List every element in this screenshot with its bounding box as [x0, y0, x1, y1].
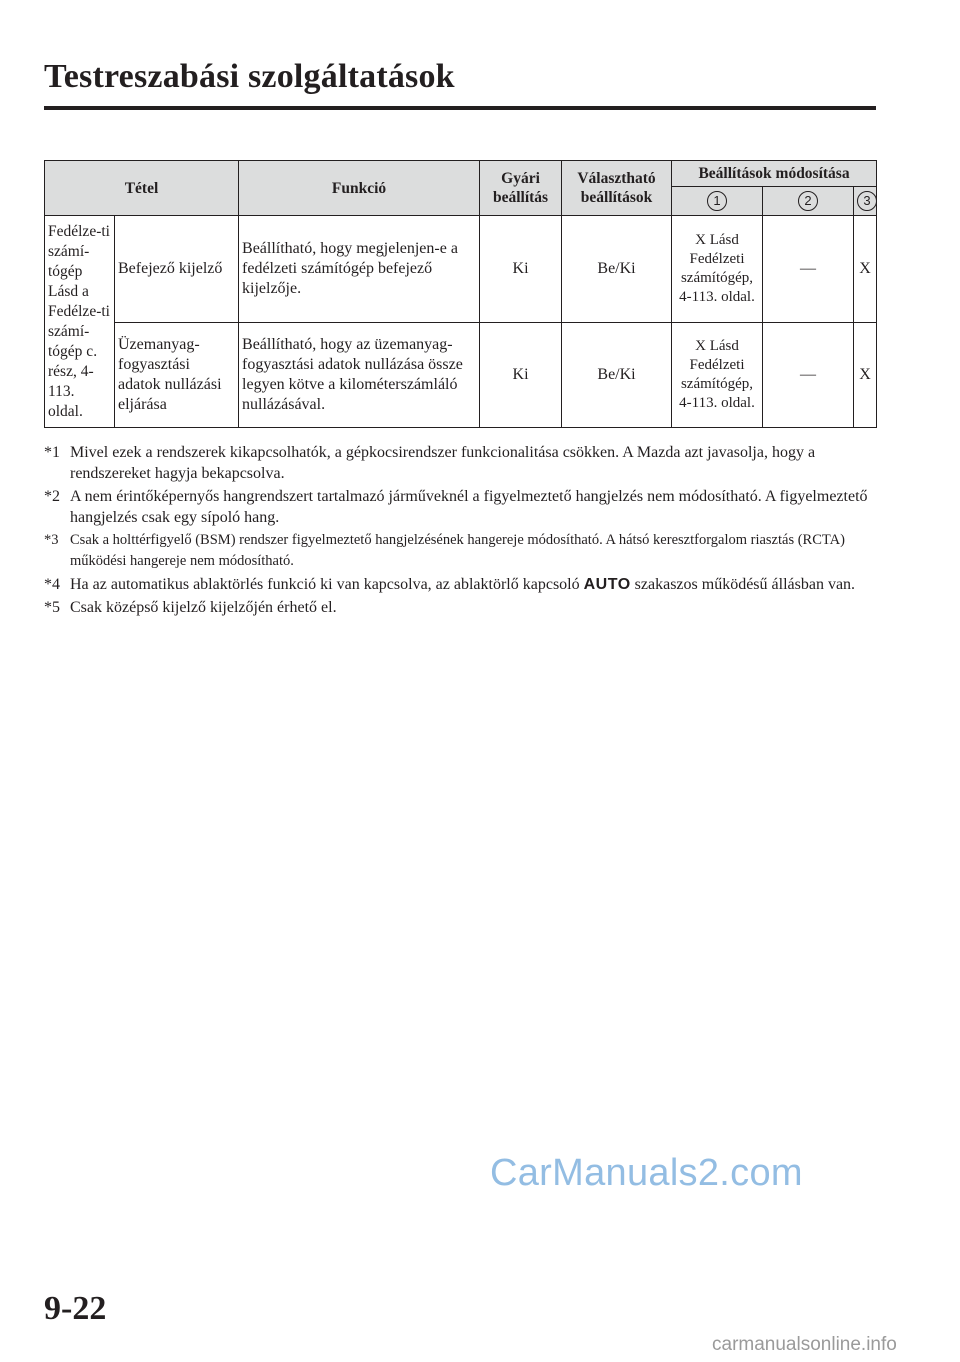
- table-row: [45, 323, 877, 428]
- header-selectable-settings: Választható beállítások: [562, 161, 672, 216]
- footnote: [44, 442, 880, 484]
- watermark: CarManuals2.com: [490, 1152, 803, 1194]
- settings-table: [44, 160, 877, 428]
- selectable-cell: Be/Ki: [562, 216, 672, 323]
- footnote: [44, 486, 880, 528]
- footnote-text: Ha az automatikus ablaktörlés funkció ki van kapcsolva, az ablaktörlő kapcsoló: [70, 576, 580, 593]
- footnote-text: szakaszos működésű állásban van.: [634, 576, 856, 593]
- circled-1-icon: 1: [707, 191, 727, 211]
- header-method-3: [854, 187, 877, 216]
- circled-3-icon: 3: [857, 191, 877, 211]
- footnote-mark: *5: [44, 599, 60, 616]
- function-cell: Befejező kijelző: [115, 216, 239, 323]
- footnote: [44, 530, 880, 572]
- footnote: [44, 574, 880, 595]
- method-3-cell: X: [854, 216, 877, 323]
- page-title: Testreszabási szolgáltatások: [44, 58, 455, 95]
- selectable-cell: Be/Ki: [562, 323, 672, 428]
- footnote-mark: *2: [44, 488, 60, 505]
- footnote-mark: *4: [44, 576, 60, 593]
- description-cell: Beállítható, hogy az üzemanyag-fogyasztási adatok nullázása össze legyen kötve a kilométerszámláló nullázásával.: [239, 323, 480, 428]
- header-function: Funkció: [239, 161, 480, 216]
- auto-symbol-icon: AUTO: [583, 576, 631, 593]
- header-method-2: [763, 187, 854, 216]
- footnote-text: A nem érintőképernyős hangrendszert tartalmazó járműveknél a figyelmeztető hangjelzés nem módosítható. A figyelmeztető hangjelzés csak egy sípoló hang.: [70, 488, 868, 526]
- method-3-cell: X: [854, 323, 877, 428]
- footer-site-link[interactable]: carmanualsonline.info: [712, 1334, 897, 1355]
- table-row: [45, 216, 877, 323]
- footnote-mark: *1: [44, 444, 60, 461]
- footnote-mark: *3: [44, 532, 59, 548]
- footnote-text: Mivel ezek a rendszerek kikapcsolhatók, a gépkocsirendszer funkcionalitása csökken. A Mazda azt javasolja, hogy a rendszereket hagyja bekapcsolva.: [70, 444, 816, 482]
- method-1-cell: X Lásd Fedélzeti számítógép, 4-113. oldal.: [672, 323, 763, 428]
- function-cell: Üzemanyag-fogyasztási adatok nullázási eljárása: [115, 323, 239, 428]
- header-method-1: [672, 187, 763, 216]
- method-2-cell: —: [763, 323, 854, 428]
- description-cell: Beállítható, hogy megjelenjen-e a fedélzeti számítógép befejező kijelzője.: [239, 216, 480, 323]
- header-item: Tétel: [45, 161, 239, 216]
- header-factory-setting: Gyári beállítás: [480, 161, 562, 216]
- title-rule: [44, 106, 876, 110]
- footnote: [44, 597, 880, 618]
- circled-2-icon: 2: [798, 191, 818, 211]
- page-number: 9-22: [44, 1290, 107, 1327]
- method-2-cell: —: [763, 216, 854, 323]
- footnote-text: Csak középső kijelző kijelzőjén érhető el.: [70, 599, 337, 616]
- factory-cell: Ki: [480, 216, 562, 323]
- item-label: Fedélze-ti számí-tógép Lásd a Fedélze-ti számí-tógép c. rész, 4-113. oldal.: [45, 216, 115, 428]
- factory-cell: Ki: [480, 323, 562, 428]
- footnote-text: Csak a holttérfigyelő (BSM) rendszer figyelmeztető hangjelzésének hangereje módosítható. A hátsó keresztforgalom riasztás (RCTA) működési hangereje nem módosítható.: [70, 532, 845, 569]
- method-1-cell: X Lásd Fedélzeti számítógép, 4-113. oldal.: [672, 216, 763, 323]
- footnotes: [44, 442, 880, 620]
- header-modification: Beállítások módosítása: [672, 161, 877, 187]
